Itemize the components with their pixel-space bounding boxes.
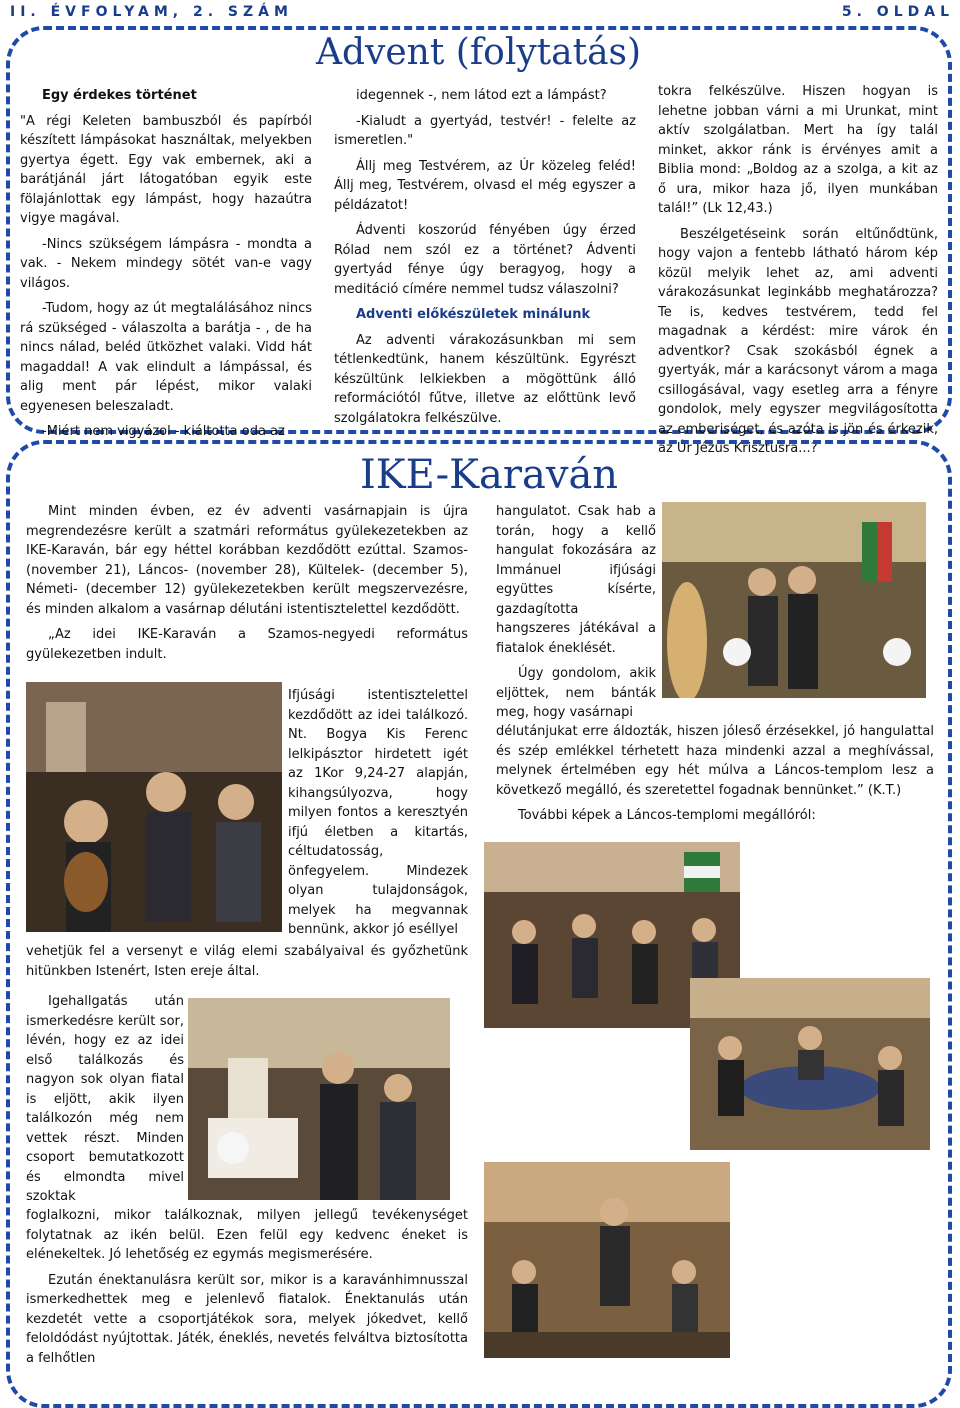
issue-label: II. ÉVFOLYAM, 2. SZÁM xyxy=(10,4,293,20)
ike-paragraph: Mint minden évben, ez év adventi vasárnapjain is újra megrendezésre került a szatmári református gyülekezetekben az IKE-Karaván, bár egy héttel korábban kezdődött ezúttal. Szamos- (november 21), Láncos- (november 28), Kültelek- (december 5), Németi- (december 12) gyülekezetekben került megszervezésre, és minden alkalom a vasárnap délutáni istentisztelettel kezdődött. xyxy=(26,504,468,617)
more-photos-label: További képek a Láncos-templomi megállóról: xyxy=(518,808,816,823)
ike-paragraph: hangulatot. Csak hab a torán, hogy a kellő hangulat fokozására az Immánuel ifjúsági együttes kísérte, gazdagította hangszeres játékával a fiatalok éneklését. xyxy=(496,504,656,656)
ike-right-wide xyxy=(496,722,934,832)
story-paragraph: -Tudom, hogy az út megtalálásához nincs rá szükséged - válaszolta a barátja - , de ha nincs nálad, beléd ütközhet valaki. Vidd hát magaddal! A vak elindult a lámpással, és alig ment pár lépést, mikor valaki egyenesen beleszaladt. xyxy=(20,301,312,414)
ike-listen xyxy=(26,992,184,1213)
ike-paragraph: vehetjük fel a versenyt e világ elemi szabályaival és győzhetünk hitünkben Istenért, Isten ereje által. xyxy=(26,944,468,979)
photo-table-discussion xyxy=(690,978,930,1150)
advent-paragraph: tokra felkészülve. Hiszen hogyan is lehetne jobban várni a mi Urunkat, mint aktív szolgálatban. Mert ha így talál minket, akkor ránk is érvényes amit a Biblia mond: „Boldog az a szolga, a kit az ő ura, mikor haza jő, ilyen munkában talál!” (Lk 12,43.) xyxy=(658,84,938,216)
story-paragraph: Állj meg Testvérem, az Úr közeleg feléd! Állj meg, Testvérem, olvasd el még egyszer a példázatot! xyxy=(334,158,636,213)
ike-paragraph: Igehallgatás után ismerkedésre került sor, lévén, hogy ez az idei első találkozás és nagyon sok olyan fiatal is eljött, akik ilyen találkozón még nem vettek részt. Minden csoport bemutatkozott és elmondta mivel szoktak xyxy=(26,994,184,1204)
ike-listen-cont xyxy=(26,1206,468,1374)
photo-speakers xyxy=(188,998,450,1200)
advent-column-2 xyxy=(334,86,636,434)
ike-paragraph: Ifjúsági istentisztelettel kezdődött az idei találkozó. Nt. Bogya Kis Ferenc lelkipásztor hirdetett igét az 1Kor 9,24-27 alapján, kihangsúlyozva, hogy milyen fontos a keresztyén ifjú életben a kitartás, céltudatosság, önfegyelem. Mindezek olyan tulajdonságok, melyek ha megvannak bennünk, akkor jó eséllyel xyxy=(288,688,468,937)
prep-paragraph: Az adventi várakozásunkban mi sem tétlenkedtünk, hanem készültünk. Egyrészt készültünk lelkiekben a mögöttünk álló reformációtól fűtve, illetve az előttünk levő szolgálatokra felkészülve. xyxy=(334,332,636,426)
prep-heading: Adventi előkészületek minálunk xyxy=(356,307,591,322)
page-number: 5. OLDAL xyxy=(841,4,954,20)
photo-game xyxy=(484,1162,730,1358)
photo-stage-singers xyxy=(662,502,926,698)
story-paragraph: -Miért nem vigyázol - kiáltotta oda az xyxy=(42,424,285,439)
ike-service xyxy=(288,686,468,946)
story-paragraph: idegennek -, nem látod ezt a lámpást? xyxy=(356,88,607,103)
ike-paragraph: Ezután énektanulásra került sor, mikor is a karavánhimnusszal ismerkedhettek meg e jelenlevő fiatalok. Énektanulás után kezdetét vette a csoportjátékok sora, melyek jókedvet, kellő feloldódást nyújtottak. Játék, éneklés, nevetés felváltva biztosította a felhőtlen xyxy=(26,1272,468,1366)
ike-paragraph: foglalkozni, mikor találkoznak, milyen jellegű tevékenységet folytatnak az ikén belül. Ezen felül egy kedvenc éneket is elénekeltek. Jó lehetőség ez egymás megismerésére. xyxy=(26,1208,468,1262)
ike-paragraph: Úgy gondolom, akik eljöttek, nem bánták meg, hogy vasárnapi xyxy=(496,666,656,720)
ike-paragraph: délutánjukat erre áldozták, hiszen jóleső érzésekkel, jó hangulattal és szép emlékkel térhetett haza mindenki azzal a meghívással, melynek értelmében egy hét múlva a Láncos-templom lesz a következő megálló, és szeretettel fogadnak bennünket.” (K.T.) xyxy=(496,724,934,798)
story-heading: Egy érdekes történet xyxy=(42,88,197,103)
story-paragraph: Ádventi koszorúd fényében úgy érzed Rólad nem szól ez a történet? Ádventi gyertyád fénye úgy beragyog, hogy a meditáció címére nemmel tudsz válaszolni? xyxy=(334,223,636,297)
advent-title: Advent (folytatás) xyxy=(312,32,645,73)
story-paragraph: -Nincs szükségem lámpásra - mondta a vak. - Nekem mindegy sötét van-e vagy világos. xyxy=(20,236,312,291)
story-paragraph: -Kialudt a gyertyád, testvér! - felelte az ismeretlen." xyxy=(334,113,636,148)
ike-right-top xyxy=(496,502,656,729)
photo-band xyxy=(26,682,282,932)
ike-title: IKE-Karaván xyxy=(356,452,622,498)
advent-paragraph: Beszélgetéseink során eltűnődtünk, hogy vajon a fentebb látható három kép közül melyik lehet az, ami adventi várakozásunkat leginkább meghatározza? Te is, kedves testvérem, tedd fel magadnak a kérdést: mire várok én adventkor? Csak szokásból égnek a gyertyák, már a karácsonyt várom a maga csillogásával, vagy esetleg arra a fényre gondolok, mely egyszer megvilágosította az emberiséget, és azóta is jön és érkezik, az Úr Jézus Krisztusra...? xyxy=(658,226,938,456)
ike-quote: „Az idei IKE-Karaván a Szamos-negyedi református gyülekezetben indult. xyxy=(26,627,468,662)
story-paragraph: "A régi Keleten bambuszból és papírból készített lámpásokat használtak, melyekben gyertya égett. Egy vak embernek, aki a barátjánál járt látogatóban egyik este fölajánlottak egy lámpást, hogy hazaútra vigye magával. xyxy=(20,113,312,226)
advent-column-1 xyxy=(20,86,312,448)
advent-column-3 xyxy=(658,82,938,465)
ike-service-cont xyxy=(26,942,468,987)
ike-intro xyxy=(26,502,468,670)
